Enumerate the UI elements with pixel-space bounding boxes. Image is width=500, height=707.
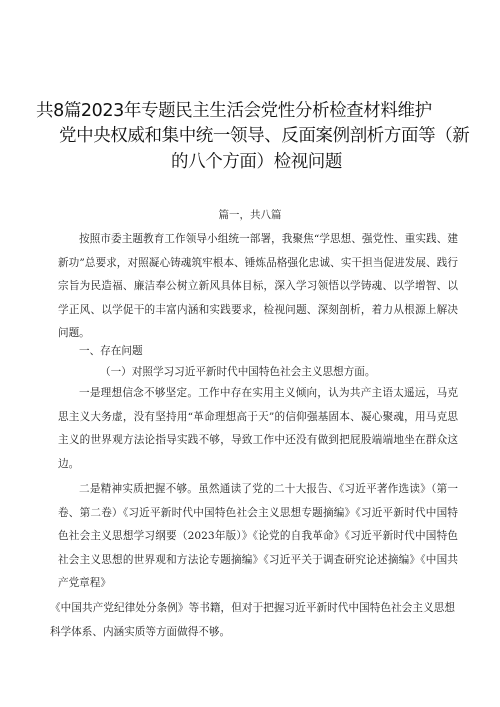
point-ideals-paragraph: 一是理想信念不够坚定。工作中存在实用主义倾向，认为共产主语太遥远，马克思主义大务虚，没有坚持用“革命理想高于天”的信仰强基固本、凝心聚魂，用马克思主义的世界观方法论指导实践不够，导致工作中还没有做到把屁股端端地坐在群众这边。 <box>58 387 458 470</box>
document-title-line-2: 党中央权威和集中统一领导、反面案例剖析方面等（新 <box>59 126 470 146</box>
intro-paragraph: 按照市委主题教育工作领导小组统一部署，我聚焦“学思想、强党性、重实践、建新功”总要求，对照凝心铸魂筑牢根本、锤炼品格强化忠诚、实干担当促进发展、践行宗旨为民造福、廉洁奉公树立新风具体目标，深入学习领悟以学铸魂、以学增智、以学正风、以学促干的丰富内涵和实践要求，检视问题、深刻剖析，着力从根源上解决问题。 <box>58 233 458 339</box>
document-title-line-3: 的八个方面）检视问题 <box>171 152 342 172</box>
document-title-line-1: 共8篇2023年专题民主生活会党性分析检查材料维护 <box>36 101 432 121</box>
section-title: 篇一，共八篇 <box>218 209 282 221</box>
heading-existing-problems: 一、存在问题 <box>79 345 143 357</box>
subheading-study-thought: （一）对照学习习近平新时代中国特色社会主义思想方面。 <box>100 366 376 378</box>
point-essence-continued: 《中国共产党纪律处分条例》等书籍，但对于把握习近平新时代中国特色社会主义思想科学体系、内涵实质等方面做得不够。 <box>50 602 455 638</box>
point-essence-paragraph: 二是精神实质把握不够。虽然通读了党的二十大报告、《习近平著作选读》（第一卷、第二卷）《习近平新时代中国特色社会主义思想专题摘编》《习近平新时代中国特色社会主义思想学习纲要（2023年版）》《论党的自我革命》《习近平新时代中国特色社会主义思想的世界观和方法论专题摘编》《习近平关于调查研究论述摘编》《中国共产党章程》 <box>58 483 458 589</box>
